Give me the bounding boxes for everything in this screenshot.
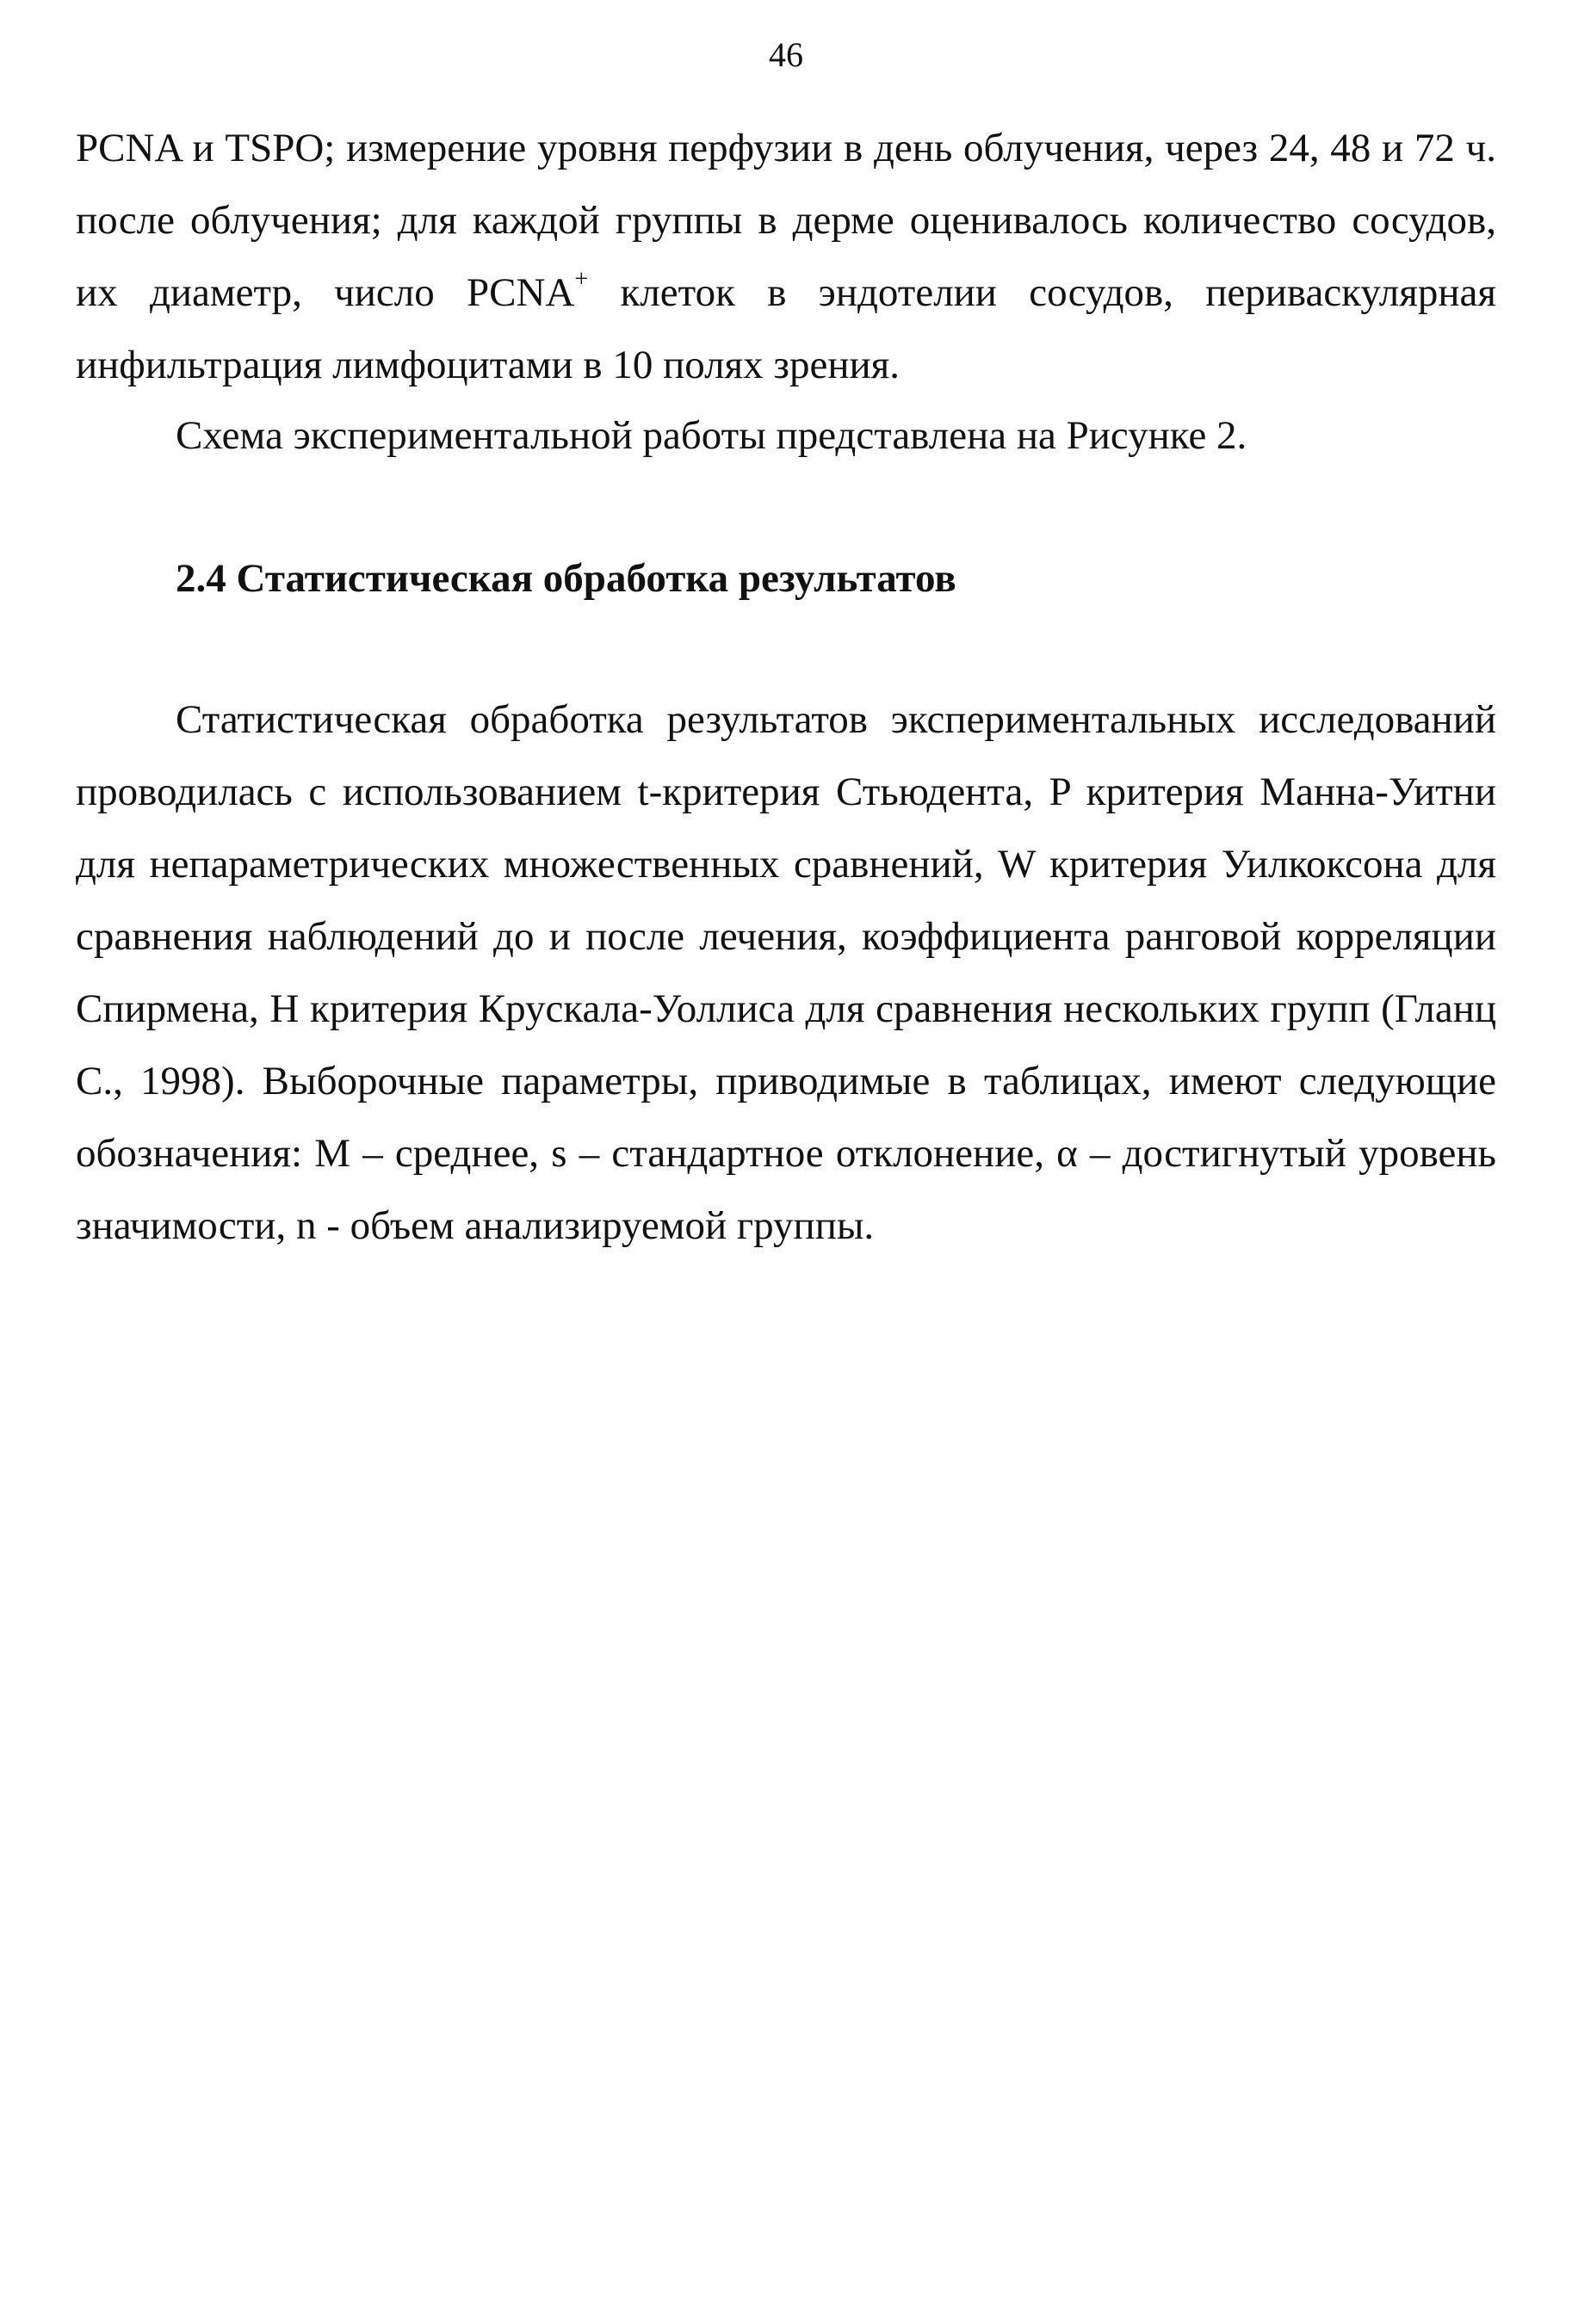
paragraph-text-tail: клеток в эндотелии сосудов, периваскулярная инфильтрация лимфоцитами в 10 полях зрения. bbox=[76, 270, 1496, 387]
paragraph-statistics: Статистическая обработка результатов экспериментальных исследований проводилась с использованием t-критерия Стьюдента, P критерия Манна-Уитни для непараметрических множественных сравнений, W критерия Уилкоксона для сравнения наблюдений до и после лечения, коэффициента ранговой корреляции Спирмена, H критерия Крускала-Уоллиса для сравнения нескольких групп (Гланц С., 1998). Выборочные параметры, приводимые в таблицах, имеют следующие обозначения: M – среднее, s – стандартное отклонение, α – достигнутый уровень значимости, n - объем анализируемой группы. bbox=[76, 697, 1496, 1248]
paragraph-methods-continuation bbox=[76, 112, 1496, 401]
section-heading: 2.4 Статистическая обработка результатов bbox=[176, 556, 956, 601]
superscript-plus: + bbox=[574, 266, 589, 293]
paragraph-text-main: PCNA и TSPO; измерение уровня перфузии в день облучения, через 24, 48 и 72 ч. после облучения; для каждой группы в дерме оценивалось количество сосудов, их диаметр, число PCNA bbox=[76, 126, 1496, 315]
paragraph-scheme-reference: Схема экспериментальной работы представлена на Рисунке 2. bbox=[176, 413, 1247, 458]
page-number: 46 bbox=[769, 35, 803, 74]
